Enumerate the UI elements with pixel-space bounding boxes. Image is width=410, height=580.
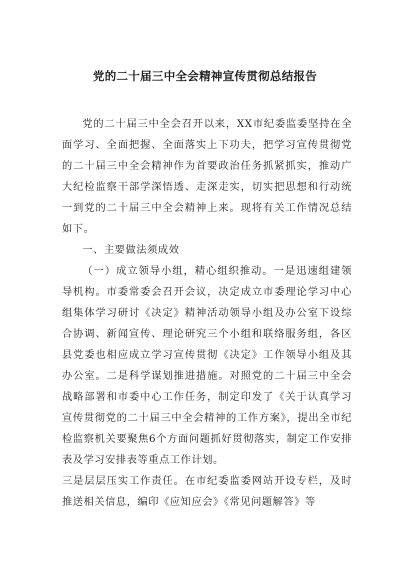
document-body — [62, 114, 352, 513]
intro-paragraph: 党的二十届三中全会召开以来，XX市纪委监委坚持在全面学习、全面把握、全面落实上下功夫，把学习宣传贯彻党的二十届三中全会精神作为首要政治任务抓紧抓实，推动广大纪检监察干部学深悟透、走深走实，切实把思想和行动统一到党的二十届三中全会精神上来。现将有关工作情况总结如下。 — [62, 119, 352, 235]
document-title: 党的二十届三中全会精神宣传贯彻总结报告 — [92, 69, 318, 83]
section-heading: 一、主要做法须成效 — [82, 245, 180, 256]
continuation-paragraph: 三是层层压实工作责任。在市纪委监委网站开设专栏，及时推送相关信息，编印《应知应会》《常见问题解答》等 — [62, 476, 352, 508]
body-paragraph: （一）成立领导小组，精心组织推动。一是迅速组建领导机构。市委常委会召开会议，决定成立市委理论学习中心组集体学习研讨《决定》精神活动领导小组及办公室下设综合协调、新闻宣传、理论研究三个小组和联络服务组，各区县党委也相应成立学习宣传贯彻《决定》工作领导小组及其办公室。二是科学谋划推进措施。对照党的二十届三中全会战略部署和市委中心工作任务，制定印发了《关于认真学习宣传贯彻党的二十届三中全会精神的工作方案》，提出全市纪检监察机关要聚焦6个方面问题抓好贯彻落实，制定工作安排表及学习安排表等重点工作计划。 — [62, 266, 352, 466]
